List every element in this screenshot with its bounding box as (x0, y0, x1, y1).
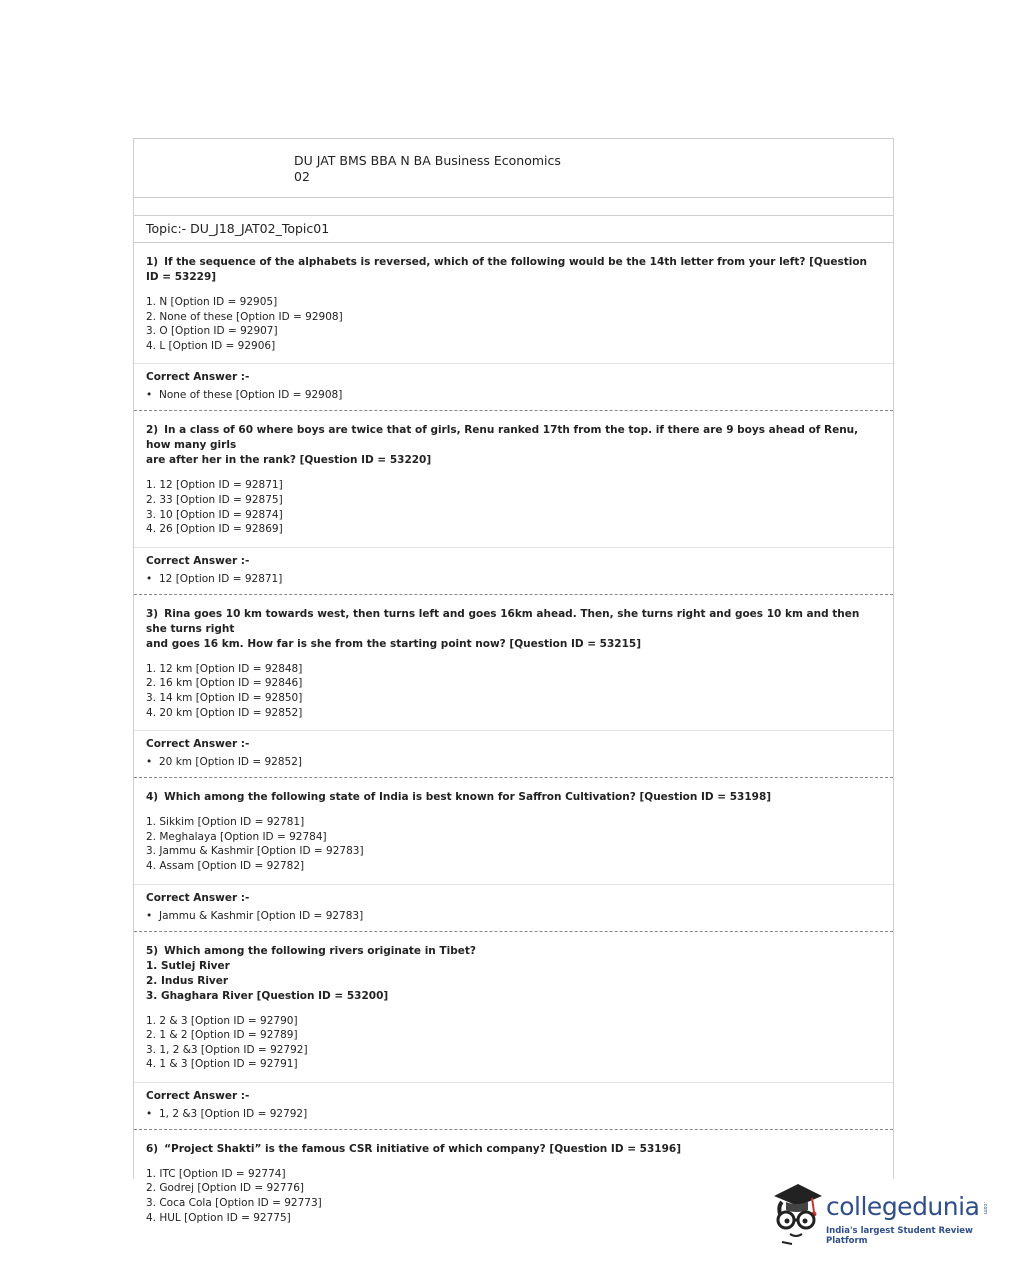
collegedunia-logo (768, 1180, 998, 1250)
option-item: 4. HUL [Option ID = 92775] (146, 1211, 291, 1224)
option-item: 2. 1 & 2 [Option ID = 92789] (146, 1029, 298, 1042)
question-text (146, 607, 881, 652)
question-line (146, 944, 881, 959)
option-item: 4. Assam [Option ID = 92782] (146, 859, 305, 872)
question-paper (133, 138, 894, 1224)
question-number: 1) (146, 256, 159, 268)
question-line-text: If the sequence of the alphabets is reversed, which of the following would be the 14th letter from your left? [Question ID = 53229] (146, 256, 868, 283)
option-item: 2. Meghalaya [Option ID = 92784] (146, 830, 327, 843)
question-text (146, 423, 881, 468)
option-list (146, 662, 881, 730)
question-line-text: Which among the following state of India is best known for Saffron Cultivation? [Question ID = 53198] (164, 791, 772, 804)
option-item: 4. 26 [Option ID = 92869] (146, 523, 283, 536)
question-line-text: are after her in the rank? [Question ID = 53220] (146, 454, 432, 467)
option-item: 3. 10 [Option ID = 92874] (146, 508, 283, 521)
option-item: 1. ITC [Option ID = 92774] (146, 1167, 286, 1180)
option-item: 2. Godrej [Option ID = 92776] (146, 1182, 305, 1195)
question-number: 6) (146, 1142, 159, 1155)
question-line-text: In a class of 60 where boys are twice that of girls, Renu ranked 17th from the top. if there are 9 boys ahead of Renu, how many girls (146, 424, 859, 452)
question-line-text: 1. Sutlej River (146, 959, 230, 972)
option-item: 2. 33 [Option ID = 92875] (146, 493, 283, 506)
option-item: 3. Coca Cola [Option ID = 92773] (146, 1197, 322, 1210)
correct-answer-value (146, 388, 881, 402)
bullet-icon: • (146, 756, 153, 769)
correct-answer-block (134, 363, 893, 411)
correct-answer-block (134, 547, 893, 595)
correct-answer-value (146, 572, 881, 586)
question-line (146, 790, 881, 805)
bullet-icon: • (146, 1107, 153, 1120)
logo-dotcom: .com (982, 1202, 988, 1215)
question-line (146, 453, 881, 468)
question-list (134, 243, 893, 1235)
option-item: 3. Jammu & Kashmir [Option ID = 92783] (146, 845, 364, 858)
option-item: 3. 14 km [Option ID = 92850] (146, 691, 303, 704)
question-line-text: Which among the following rivers originate in Tibet? (164, 944, 476, 957)
question-text (146, 1142, 881, 1157)
paper-title-line2: 02 (294, 169, 310, 184)
correct-answer-value (146, 909, 881, 923)
question-text (146, 255, 881, 285)
option-item: 1. N [Option ID = 92905] (146, 296, 278, 308)
question-item (134, 411, 893, 546)
correct-answer-label: Correct Answer :- (146, 891, 250, 904)
option-item: 3. O [Option ID = 92907] (146, 325, 278, 338)
topic-heading: Topic:- DU_J18_JAT02_Topic01 (134, 216, 893, 243)
option-list (146, 815, 881, 883)
question-line-text: 2. Indus River (146, 974, 229, 987)
question-line (146, 1142, 881, 1157)
correct-answer-value (146, 755, 881, 769)
option-item: 1. 12 km [Option ID = 92848] (146, 662, 303, 675)
correct-answer-block (134, 884, 893, 932)
correct-answer-block (134, 730, 893, 778)
bullet-icon: • (146, 909, 153, 922)
question-text (146, 944, 881, 1004)
question-item (134, 778, 893, 883)
question-line (146, 255, 881, 285)
option-list (146, 478, 881, 546)
option-item: 1. Sikkim [Option ID = 92781] (146, 816, 305, 829)
question-line-text: Rina goes 10 km towards west, then turns left and goes 16km ahead. Then, she turns right and goes 10 km and then she turns right (146, 607, 860, 635)
correct-answer-text: Jammu & Kashmir [Option ID = 92783] (159, 909, 364, 922)
question-line (146, 974, 881, 989)
question-line (146, 989, 881, 1004)
option-item: 2. 16 km [Option ID = 92846] (146, 677, 303, 690)
option-item: 1. 12 [Option ID = 92871] (146, 479, 283, 492)
question-line-text: and goes 16 km. How far is she from the starting point now? [Question ID = 53215] (146, 637, 642, 650)
question-number: 2) (146, 424, 159, 437)
correct-answer-text: 1, 2 &3 [Option ID = 92792] (159, 1107, 308, 1120)
question-item (134, 932, 893, 1082)
paper-header (134, 139, 893, 198)
correct-answer-text: 12 [Option ID = 92871] (159, 572, 283, 585)
correct-answer-value (146, 1107, 881, 1121)
question-number: 5) (146, 944, 159, 957)
correct-answer-text: None of these [Option ID = 92908] (159, 389, 343, 402)
question-number: 4) (146, 791, 159, 804)
correct-answer-label: Correct Answer :- (146, 738, 250, 751)
correct-answer-label: Correct Answer :- (146, 554, 250, 567)
correct-answer-text: 20 km [Option ID = 92852] (159, 756, 302, 769)
question-line-text: “Project Shakti” is the famous CSR initiative of which company? [Question ID = 53196] (164, 1142, 681, 1155)
question-line (146, 959, 881, 974)
question-line (146, 637, 881, 652)
correct-answer-block (134, 1082, 893, 1130)
bullet-icon: • (146, 572, 153, 585)
bullet-icon: • (146, 389, 153, 402)
option-item: 4. 20 km [Option ID = 92852] (146, 706, 303, 719)
question-line (146, 607, 881, 637)
option-item: 1. 2 & 3 [Option ID = 92790] (146, 1014, 298, 1027)
correct-answer-label: Correct Answer :- (146, 1089, 250, 1102)
mascot-icon (768, 1180, 826, 1250)
option-list (146, 295, 881, 363)
option-item: 4. L [Option ID = 92906] (146, 339, 276, 352)
question-text (146, 790, 881, 805)
option-item: 4. 1 & 3 [Option ID = 92791] (146, 1058, 298, 1071)
question-line-text: 3. Ghaghara River [Question ID = 53200] (146, 989, 389, 1002)
question-item (134, 243, 893, 363)
logo-brand: collegedunia (826, 1192, 980, 1221)
option-item: 2. None of these [Option ID = 92908] (146, 310, 343, 323)
question-item (134, 595, 893, 730)
logo-tagline: India's largest Student Review Platform (826, 1226, 973, 1246)
correct-answer-label: Correct Answer :- (146, 371, 250, 384)
question-number: 3) (146, 607, 159, 620)
question-line (146, 423, 881, 453)
paper-title-line1: DU JAT BMS BBA N BA Business Economics (294, 153, 561, 168)
paper-title (294, 153, 561, 185)
option-list (146, 1014, 881, 1082)
header-gap (134, 198, 893, 216)
option-item: 3. 1, 2 &3 [Option ID = 92792] (146, 1043, 308, 1056)
